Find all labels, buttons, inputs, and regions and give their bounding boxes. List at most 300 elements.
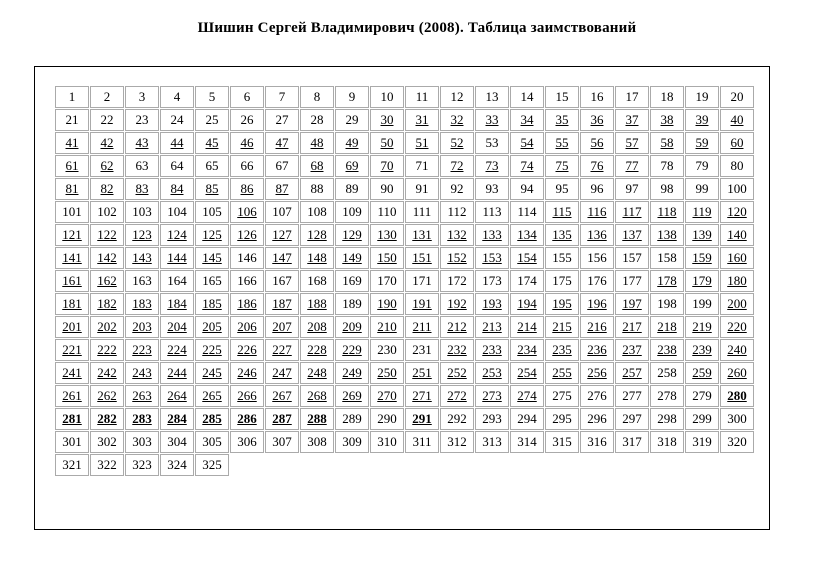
table-cell[interactable]: 137 — [615, 224, 649, 246]
table-cell[interactable]: 87 — [265, 178, 299, 200]
table-cell: 108 — [300, 201, 334, 223]
table-cell[interactable]: 73 — [475, 155, 509, 177]
table-cell: 169 — [335, 270, 369, 292]
table-cell[interactable]: 280 — [720, 385, 754, 407]
table-cell: 7 — [265, 86, 299, 108]
table-cell: 189 — [335, 293, 369, 315]
table-cell[interactable]: 197 — [615, 293, 649, 315]
table-cell[interactable]: 33 — [475, 109, 509, 131]
table-row — [55, 270, 754, 292]
table-cell[interactable]: 234 — [510, 339, 544, 361]
table-cell[interactable]: 249 — [335, 362, 369, 384]
table-cell[interactable]: 245 — [195, 362, 229, 384]
table-cell[interactable]: 238 — [650, 339, 684, 361]
table-cell[interactable]: 160 — [720, 247, 754, 269]
table-cell[interactable]: 81 — [55, 178, 89, 200]
table-cell: 172 — [440, 270, 474, 292]
table-cell[interactable]: 45 — [195, 132, 229, 154]
table-cell: 146 — [230, 247, 264, 269]
table-cell[interactable]: 253 — [475, 362, 509, 384]
table-cell[interactable]: 32 — [440, 109, 474, 131]
table-cell: 279 — [685, 385, 719, 407]
borrowings-table — [54, 85, 755, 477]
table-cell: 100 — [720, 178, 754, 200]
table-cell[interactable]: 191 — [405, 293, 439, 315]
table-cell[interactable]: 162 — [90, 270, 124, 292]
table-cell: 65 — [195, 155, 229, 177]
table-cell[interactable]: 42 — [90, 132, 124, 154]
table-cell[interactable]: 243 — [125, 362, 159, 384]
table-cell[interactable]: 179 — [685, 270, 719, 292]
table-row — [55, 155, 754, 177]
table-cell[interactable]: 282 — [90, 408, 124, 430]
table-cell: 88 — [300, 178, 334, 200]
table-cell[interactable]: 288 — [300, 408, 334, 430]
table-cell: 165 — [195, 270, 229, 292]
table-cell[interactable]: 72 — [440, 155, 474, 177]
table-cell: 171 — [405, 270, 439, 292]
table-cell[interactable]: 207 — [265, 316, 299, 338]
table-cell[interactable]: 147 — [265, 247, 299, 269]
table-cell: 53 — [475, 132, 509, 154]
table-cell: 1 — [55, 86, 89, 108]
table-cell[interactable]: 281 — [55, 408, 89, 430]
table-cell[interactable]: 77 — [615, 155, 649, 177]
table-cell[interactable]: 252 — [440, 362, 474, 384]
table-cell[interactable]: 57 — [615, 132, 649, 154]
table-cell[interactable]: 86 — [230, 178, 264, 200]
table-cell: 6 — [230, 86, 264, 108]
table-cell: 107 — [265, 201, 299, 223]
table-cell[interactable]: 69 — [335, 155, 369, 177]
table-cell[interactable]: 240 — [720, 339, 754, 361]
table-cell: 89 — [335, 178, 369, 200]
table-cell[interactable]: 257 — [615, 362, 649, 384]
table-cell: 113 — [475, 201, 509, 223]
table-cell[interactable]: 127 — [265, 224, 299, 246]
table-cell[interactable]: 261 — [55, 385, 89, 407]
table-cell[interactable]: 76 — [580, 155, 614, 177]
table-cell[interactable]: 131 — [405, 224, 439, 246]
table-cell[interactable]: 144 — [160, 247, 194, 269]
table-cell[interactable]: 268 — [300, 385, 334, 407]
table-cell[interactable]: 271 — [405, 385, 439, 407]
table-cell[interactable]: 274 — [510, 385, 544, 407]
table-cell: 320 — [720, 431, 754, 453]
table-cell: 230 — [370, 339, 404, 361]
table-cell[interactable]: 44 — [160, 132, 194, 154]
table-cell[interactable]: 213 — [475, 316, 509, 338]
table-cell[interactable]: 154 — [510, 247, 544, 269]
table-cell[interactable]: 116 — [580, 201, 614, 223]
table-cell: 11 — [405, 86, 439, 108]
table-cell[interactable]: 256 — [580, 362, 614, 384]
table-cell[interactable]: 37 — [615, 109, 649, 131]
table-cell[interactable]: 273 — [475, 385, 509, 407]
table-cell[interactable]: 255 — [545, 362, 579, 384]
table-cell[interactable]: 120 — [720, 201, 754, 223]
table-cell[interactable]: 130 — [370, 224, 404, 246]
table-cell[interactable]: 235 — [545, 339, 579, 361]
table-cell[interactable]: 46 — [230, 132, 264, 154]
table-cell: 16 — [580, 86, 614, 108]
table-cell: 155 — [545, 247, 579, 269]
table-cell[interactable]: 227 — [265, 339, 299, 361]
table-cell[interactable]: 224 — [160, 339, 194, 361]
table-cell[interactable]: 34 — [510, 109, 544, 131]
table-cell[interactable]: 219 — [685, 316, 719, 338]
table-cell: 170 — [370, 270, 404, 292]
table-cell: 316 — [580, 431, 614, 453]
table-cell[interactable]: 218 — [650, 316, 684, 338]
table-cell[interactable]: 117 — [615, 201, 649, 223]
table-cell: 99 — [685, 178, 719, 200]
table-cell[interactable]: 74 — [510, 155, 544, 177]
table-cell[interactable]: 193 — [475, 293, 509, 315]
table-cell[interactable]: 75 — [545, 155, 579, 177]
table-cell[interactable]: 232 — [440, 339, 474, 361]
table-cell[interactable]: 134 — [510, 224, 544, 246]
table-row — [55, 224, 754, 246]
table-cell[interactable]: 217 — [615, 316, 649, 338]
table-cell[interactable]: 125 — [195, 224, 229, 246]
table-cell[interactable]: 178 — [650, 270, 684, 292]
table-cell[interactable]: 129 — [335, 224, 369, 246]
table-cell[interactable]: 121 — [55, 224, 89, 246]
table-cell: 18 — [650, 86, 684, 108]
table-cell[interactable]: 226 — [230, 339, 264, 361]
table-cell[interactable]: 266 — [230, 385, 264, 407]
table-cell[interactable]: 126 — [230, 224, 264, 246]
table-cell: 66 — [230, 155, 264, 177]
table-cell[interactable]: 152 — [440, 247, 474, 269]
table-cell: 174 — [510, 270, 544, 292]
table-cell: 177 — [615, 270, 649, 292]
table-cell[interactable]: 142 — [90, 247, 124, 269]
table-cell: 199 — [685, 293, 719, 315]
table-cell[interactable]: 287 — [265, 408, 299, 430]
table-cell: 103 — [125, 201, 159, 223]
table-cell[interactable]: 35 — [545, 109, 579, 131]
table-cell[interactable]: 260 — [720, 362, 754, 384]
table-cell[interactable]: 203 — [125, 316, 159, 338]
table-cell[interactable]: 228 — [300, 339, 334, 361]
table-cell[interactable]: 186 — [230, 293, 264, 315]
table-cell[interactable]: 122 — [90, 224, 124, 246]
table-cell[interactable]: 263 — [125, 385, 159, 407]
table-cell: 166 — [230, 270, 264, 292]
table-cell[interactable]: 262 — [90, 385, 124, 407]
table-frame — [34, 66, 770, 530]
table-cell: 278 — [650, 385, 684, 407]
table-cell: 296 — [580, 408, 614, 430]
table-cell: 315 — [545, 431, 579, 453]
table-cell[interactable]: 196 — [580, 293, 614, 315]
table-cell[interactable]: 194 — [510, 293, 544, 315]
table-cell: 93 — [475, 178, 509, 200]
table-cell[interactable]: 140 — [720, 224, 754, 246]
table-cell: 310 — [370, 431, 404, 453]
table-cell: 10 — [370, 86, 404, 108]
table-cell: 104 — [160, 201, 194, 223]
table-cell: 21 — [55, 109, 89, 131]
table-row — [55, 86, 754, 108]
table-cell[interactable]: 239 — [685, 339, 719, 361]
table-cell: 324 — [160, 454, 194, 476]
table-cell[interactable]: 52 — [440, 132, 474, 154]
table-cell[interactable]: 85 — [195, 178, 229, 200]
table-cell[interactable]: 201 — [55, 316, 89, 338]
table-cell[interactable]: 267 — [265, 385, 299, 407]
table-cell: 304 — [160, 431, 194, 453]
table-cell: 102 — [90, 201, 124, 223]
table-cell[interactable]: 195 — [545, 293, 579, 315]
table-cell[interactable]: 259 — [685, 362, 719, 384]
table-cell[interactable]: 251 — [405, 362, 439, 384]
table-cell[interactable]: 161 — [55, 270, 89, 292]
table-cell[interactable]: 36 — [580, 109, 614, 131]
table-cell[interactable]: 47 — [265, 132, 299, 154]
table-cell: 92 — [440, 178, 474, 200]
table-cell[interactable]: 182 — [90, 293, 124, 315]
table-cell[interactable]: 187 — [265, 293, 299, 315]
table-cell[interactable]: 106 — [230, 201, 264, 223]
table-cell[interactable]: 139 — [685, 224, 719, 246]
table-cell: 311 — [405, 431, 439, 453]
table-cell: 299 — [685, 408, 719, 430]
table-cell: 97 — [615, 178, 649, 200]
table-cell: 3 — [125, 86, 159, 108]
table-cell[interactable]: 242 — [90, 362, 124, 384]
table-cell[interactable]: 212 — [440, 316, 474, 338]
table-cell[interactable]: 54 — [510, 132, 544, 154]
table-cell: 114 — [510, 201, 544, 223]
table-row — [55, 362, 754, 384]
table-cell[interactable]: 181 — [55, 293, 89, 315]
table-cell[interactable]: 41 — [55, 132, 89, 154]
table-row — [55, 408, 754, 430]
table-cell: 5 — [195, 86, 229, 108]
table-cell[interactable]: 221 — [55, 339, 89, 361]
table-cell[interactable]: 115 — [545, 201, 579, 223]
table-cell: 231 — [405, 339, 439, 361]
table-cell[interactable]: 124 — [160, 224, 194, 246]
table-cell[interactable]: 206 — [230, 316, 264, 338]
table-cell[interactable]: 49 — [335, 132, 369, 154]
table-cell: 293 — [475, 408, 509, 430]
table-cell[interactable]: 82 — [90, 178, 124, 200]
table-cell: 317 — [615, 431, 649, 453]
table-cell[interactable]: 209 — [335, 316, 369, 338]
table-cell: 8 — [300, 86, 334, 108]
table-cell[interactable]: 50 — [370, 132, 404, 154]
table-cell[interactable]: 183 — [125, 293, 159, 315]
table-row — [55, 385, 754, 407]
table-cell[interactable]: 236 — [580, 339, 614, 361]
table-cell[interactable]: 133 — [475, 224, 509, 246]
table-cell[interactable]: 204 — [160, 316, 194, 338]
table-cell[interactable]: 184 — [160, 293, 194, 315]
table-cell[interactable]: 254 — [510, 362, 544, 384]
table-cell: 295 — [545, 408, 579, 430]
table-cell[interactable]: 225 — [195, 339, 229, 361]
table-cell: 298 — [650, 408, 684, 430]
table-cell[interactable]: 214 — [510, 316, 544, 338]
table-cell[interactable]: 250 — [370, 362, 404, 384]
table-cell: 12 — [440, 86, 474, 108]
table-cell: 22 — [90, 109, 124, 131]
table-cell: 163 — [125, 270, 159, 292]
table-cell: 325 — [195, 454, 229, 476]
page-title: Шишин Сергей Владимирович (2008). Таблица заимствований — [197, 20, 637, 36]
table-cell[interactable]: 216 — [580, 316, 614, 338]
table-cell: 156 — [580, 247, 614, 269]
table-cell: 109 — [335, 201, 369, 223]
table-cell[interactable]: 58 — [650, 132, 684, 154]
table-cell[interactable]: 128 — [300, 224, 334, 246]
table-cell[interactable]: 38 — [650, 109, 684, 131]
table-cell[interactable]: 223 — [125, 339, 159, 361]
table-cell[interactable]: 39 — [685, 109, 719, 131]
table-cell: 13 — [475, 86, 509, 108]
table-cell[interactable]: 291 — [405, 408, 439, 430]
table-cell[interactable]: 248 — [300, 362, 334, 384]
borrowings-table-container — [54, 85, 755, 477]
table-cell: 9 — [335, 86, 369, 108]
table-cell[interactable]: 185 — [195, 293, 229, 315]
table-cell[interactable]: 83 — [125, 178, 159, 200]
table-cell[interactable]: 60 — [720, 132, 754, 154]
table-row — [55, 293, 754, 315]
table-cell[interactable]: 48 — [300, 132, 334, 154]
table-cell[interactable]: 148 — [300, 247, 334, 269]
table-cell[interactable]: 211 — [405, 316, 439, 338]
table-cell: 23 — [125, 109, 159, 131]
table-cell: 4 — [160, 86, 194, 108]
table-cell[interactable]: 264 — [160, 385, 194, 407]
table-row — [55, 339, 754, 361]
table-cell[interactable]: 123 — [125, 224, 159, 246]
table-cell[interactable]: 141 — [55, 247, 89, 269]
table-cell[interactable]: 70 — [370, 155, 404, 177]
table-cell[interactable]: 233 — [475, 339, 509, 361]
table-cell[interactable]: 188 — [300, 293, 334, 315]
table-cell[interactable]: 229 — [335, 339, 369, 361]
table-cell: 98 — [650, 178, 684, 200]
table-cell[interactable]: 159 — [685, 247, 719, 269]
table-cell[interactable]: 202 — [90, 316, 124, 338]
table-cell[interactable]: 208 — [300, 316, 334, 338]
table-cell: 90 — [370, 178, 404, 200]
table-cell[interactable]: 43 — [125, 132, 159, 154]
table-cell[interactable]: 270 — [370, 385, 404, 407]
table-cell[interactable]: 272 — [440, 385, 474, 407]
table-cell[interactable]: 56 — [580, 132, 614, 154]
table-cell[interactable]: 241 — [55, 362, 89, 384]
table-cell: 71 — [405, 155, 439, 177]
table-cell[interactable]: 84 — [160, 178, 194, 200]
table-cell[interactable]: 285 — [195, 408, 229, 430]
table-cell[interactable]: 192 — [440, 293, 474, 315]
table-cell: 78 — [650, 155, 684, 177]
table-cell: 292 — [440, 408, 474, 430]
table-cell[interactable]: 222 — [90, 339, 124, 361]
table-cell[interactable]: 246 — [230, 362, 264, 384]
table-cell: 110 — [370, 201, 404, 223]
table-cell: 276 — [580, 385, 614, 407]
table-cell[interactable]: 237 — [615, 339, 649, 361]
table-cell[interactable]: 151 — [405, 247, 439, 269]
table-cell: 67 — [265, 155, 299, 177]
table-cell[interactable]: 138 — [650, 224, 684, 246]
table-cell[interactable]: 247 — [265, 362, 299, 384]
table-cell[interactable]: 283 — [125, 408, 159, 430]
table-cell[interactable]: 150 — [370, 247, 404, 269]
table-row — [55, 431, 754, 453]
table-cell[interactable]: 244 — [160, 362, 194, 384]
table-cell[interactable]: 118 — [650, 201, 684, 223]
table-cell: 168 — [300, 270, 334, 292]
table-cell: 28 — [300, 109, 334, 131]
table-cell[interactable]: 200 — [720, 293, 754, 315]
table-cell: 96 — [580, 178, 614, 200]
table-cell[interactable]: 40 — [720, 109, 754, 131]
table-cell[interactable]: 153 — [475, 247, 509, 269]
table-cell[interactable]: 284 — [160, 408, 194, 430]
table-cell[interactable]: 61 — [55, 155, 89, 177]
table-cell[interactable]: 149 — [335, 247, 369, 269]
table-cell[interactable]: 135 — [545, 224, 579, 246]
table-cell: 176 — [580, 270, 614, 292]
table-cell[interactable]: 190 — [370, 293, 404, 315]
table-cell: 277 — [615, 385, 649, 407]
table-cell[interactable]: 55 — [545, 132, 579, 154]
table-cell[interactable]: 68 — [300, 155, 334, 177]
table-row — [55, 316, 754, 338]
table-cell[interactable]: 143 — [125, 247, 159, 269]
table-cell: 112 — [440, 201, 474, 223]
table-cell: 158 — [650, 247, 684, 269]
table-cell[interactable]: 286 — [230, 408, 264, 430]
table-cell[interactable]: 30 — [370, 109, 404, 131]
table-cell[interactable]: 119 — [685, 201, 719, 223]
table-cell[interactable]: 215 — [545, 316, 579, 338]
table-cell: 302 — [90, 431, 124, 453]
table-cell[interactable]: 59 — [685, 132, 719, 154]
table-cell[interactable]: 136 — [580, 224, 614, 246]
table-cell[interactable]: 51 — [405, 132, 439, 154]
table-cell[interactable]: 220 — [720, 316, 754, 338]
table-cell: 27 — [265, 109, 299, 131]
table-cell: 105 — [195, 201, 229, 223]
table-cell: 2 — [90, 86, 124, 108]
table-cell[interactable]: 210 — [370, 316, 404, 338]
table-cell[interactable]: 31 — [405, 109, 439, 131]
table-cell[interactable]: 265 — [195, 385, 229, 407]
table-cell: 319 — [685, 431, 719, 453]
table-cell[interactable]: 180 — [720, 270, 754, 292]
table-cell[interactable]: 132 — [440, 224, 474, 246]
table-cell[interactable]: 269 — [335, 385, 369, 407]
table-cell: 79 — [685, 155, 719, 177]
table-cell: 303 — [125, 431, 159, 453]
table-cell[interactable]: 62 — [90, 155, 124, 177]
table-cell: 173 — [475, 270, 509, 292]
table-cell[interactable]: 205 — [195, 316, 229, 338]
table-row — [55, 132, 754, 154]
table-cell[interactable]: 145 — [195, 247, 229, 269]
table-cell: 289 — [335, 408, 369, 430]
